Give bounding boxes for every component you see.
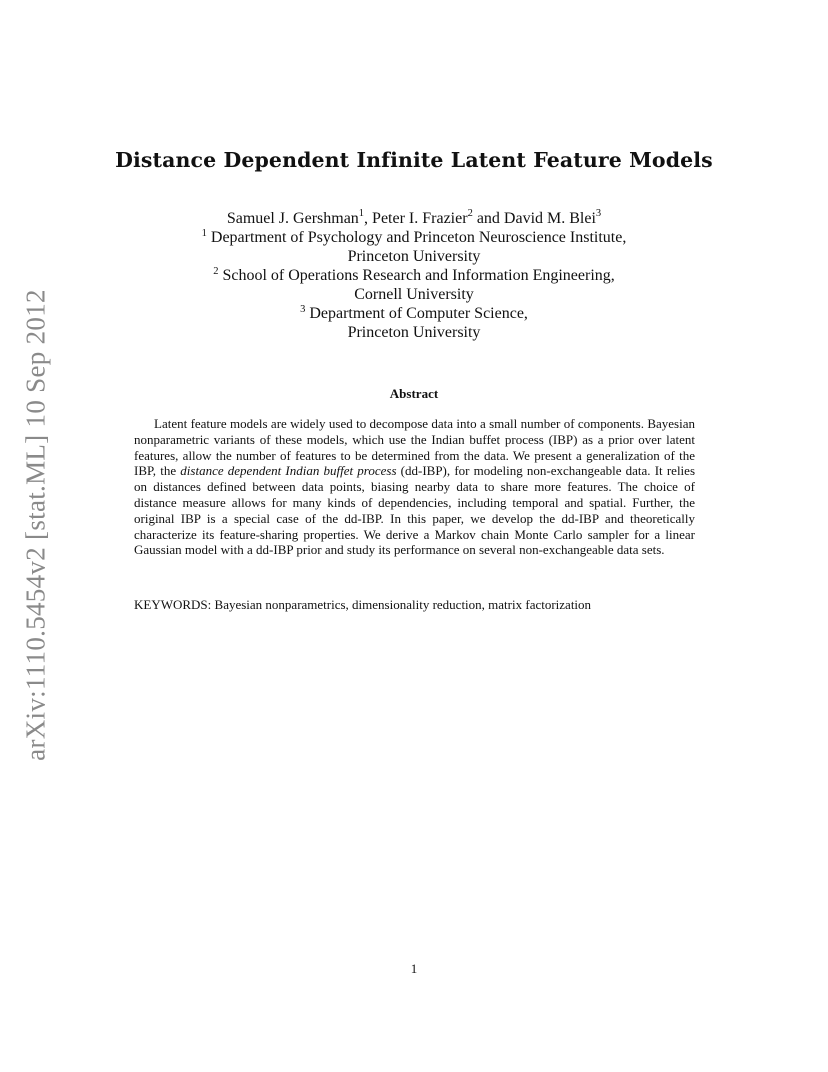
author-separator: , — [364, 210, 373, 227]
author-separator: and — [472, 210, 504, 227]
authors-affiliations — [0, 209, 828, 342]
affiliation-line: Princeton University — [347, 324, 481, 341]
affiliation-line: Princeton University — [347, 248, 481, 265]
author-name: David M. Blei — [503, 210, 596, 227]
author-line — [0, 209, 828, 228]
abstract-heading: Abstract — [389, 386, 439, 401]
affiliation-text: Department of Computer Science, — [309, 305, 528, 322]
author-name: Peter I. Frazier — [372, 210, 468, 227]
abstract-text-part: (dd-IBP), for modeling non-exchangeable data. It relies on distances defined between data points, biasing nearby data to share more features. The choice of distance measure allows for many kinds of dependencies, including temporal and spatial. Further, the original IBP is a special case of the dd-IBP. In this paper, we develop the dd-IBP and theoretically characterize its feature-sharing properties. We derive a Markov chain Monte Carlo sampler for a linear Gaussian model with a dd-IBP prior and study its performance on several non-exchangeable data sets. — [134, 463, 695, 558]
abstract-text-part: Latent feature models are widely used to decompose data into a small number of components. Bayesian nonparametric variants of these models, which use the Indian buffet process (IBP) as a prior over latent features, allow the number of features to be determined from the data. We present a generalization of the IBP, the — [134, 416, 695, 479]
paper-title: Distance Dependent Infinite Latent Feature Models — [115, 148, 713, 172]
affiliation-text: School of Operations Research and Information Engineering, — [222, 267, 615, 284]
arxiv-identifier-stamp: arXiv:1110.5454v2 [stat.ML] 10 Sep 2012 — [20, 289, 51, 761]
author-affiliation-mark: 3 — [595, 207, 602, 219]
author-affiliation-mark: 2 — [467, 207, 473, 219]
affiliation-mark: 3 — [300, 303, 306, 315]
affiliation-line: Cornell University — [354, 286, 474, 303]
affiliation-line — [0, 266, 828, 285]
affiliation-mark: 1 — [201, 227, 207, 239]
affiliation-line — [0, 304, 828, 323]
abstract-text — [134, 416, 695, 558]
abstract-italic-term: distance dependent Indian buffet process — [180, 463, 397, 479]
affiliation-text: Department of Psychology and Princeton Neuroscience Institute, — [210, 229, 627, 246]
affiliation-mark: 2 — [213, 265, 219, 277]
keywords: KEYWORDS: Bayesian nonparametrics, dimensionality reduction, matrix factorization — [134, 597, 592, 612]
page-number: 1 — [410, 961, 418, 976]
affiliation-line — [0, 228, 828, 247]
author-affiliation-mark: 1 — [358, 207, 365, 219]
author-name: Samuel J. Gershman — [226, 210, 359, 227]
